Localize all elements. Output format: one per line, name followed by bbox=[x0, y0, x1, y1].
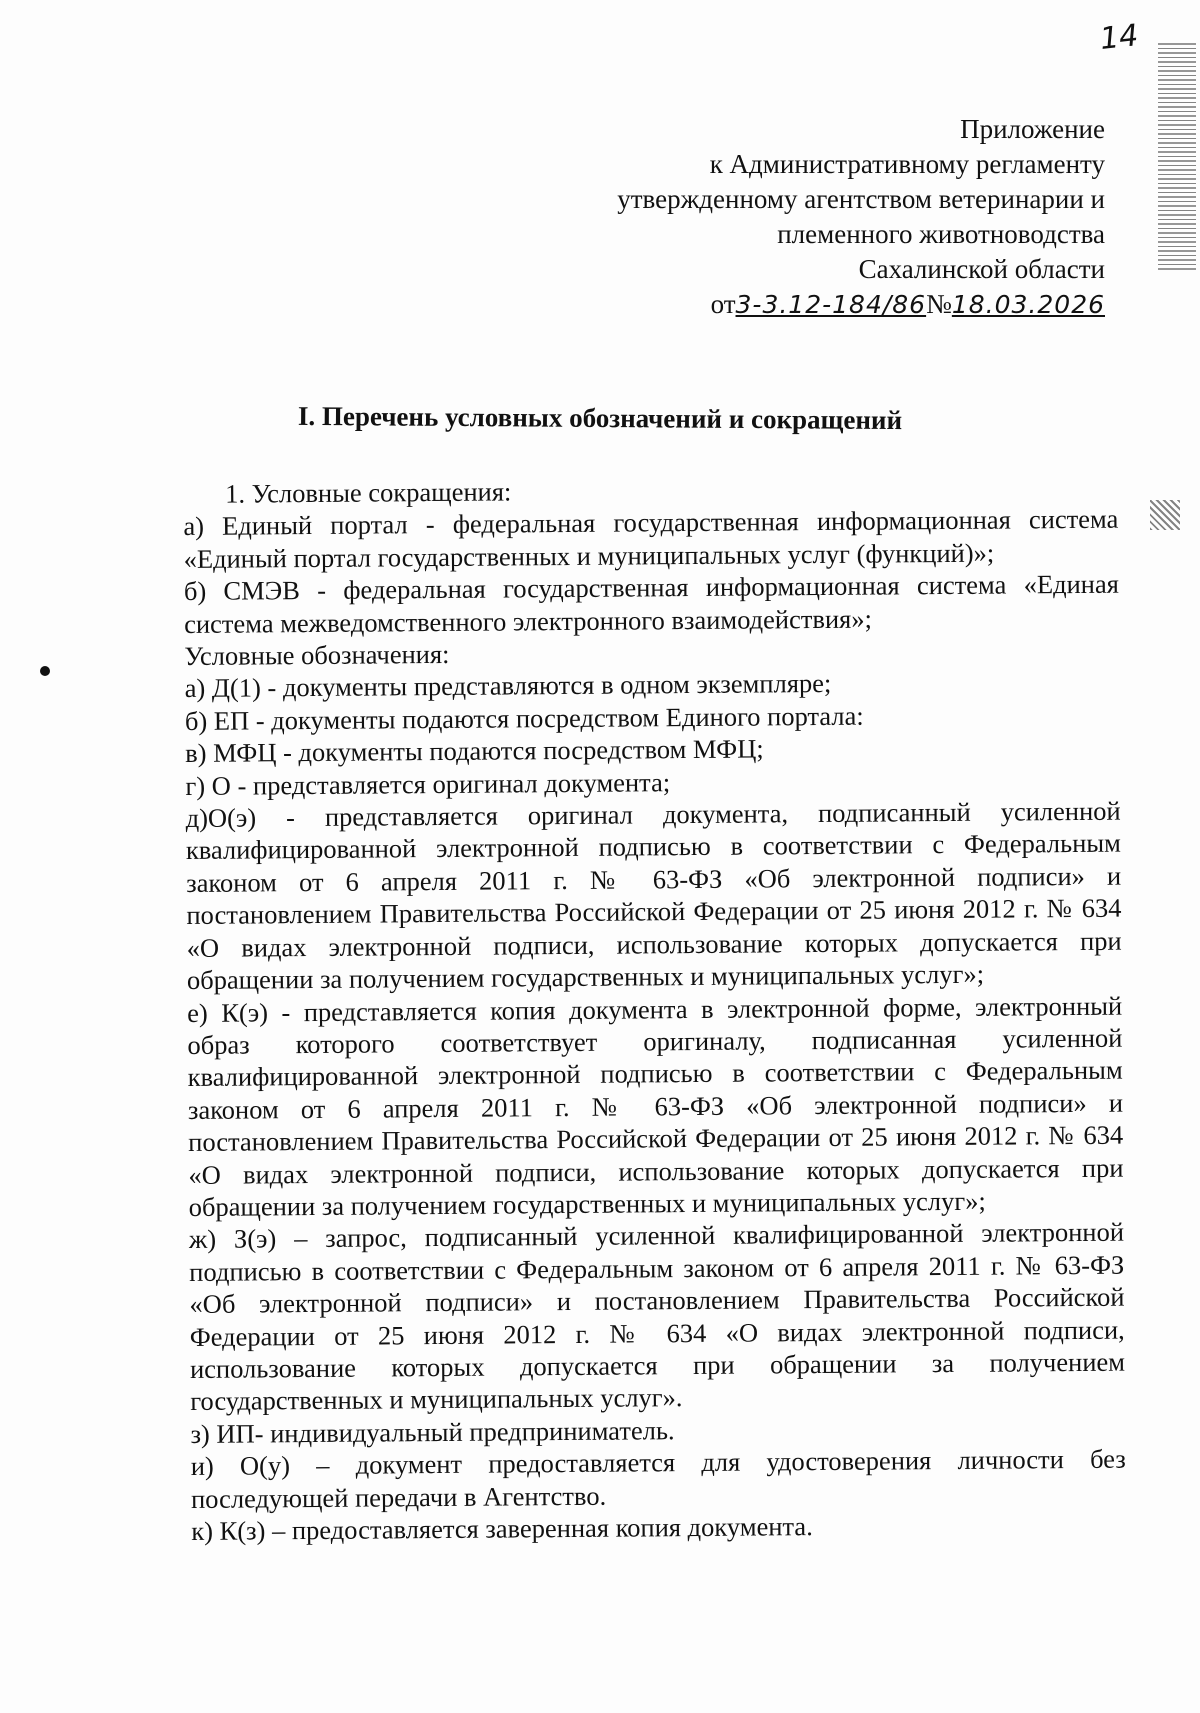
from-prefix: от bbox=[710, 289, 736, 319]
paragraph: а) Единый портал - федеральная государственная информационная система «Единый портал государственных и муниципальных услуг (функций)»; bbox=[183, 504, 1119, 574]
header-line: утвержденному агентством ветеринарии и bbox=[617, 184, 1105, 214]
document-body bbox=[183, 471, 1126, 1548]
header-line: Сахалинской области bbox=[858, 254, 1105, 284]
paragraph: г) О - представляется оригинал документа; bbox=[185, 766, 671, 801]
header-line: племенного животноводства bbox=[777, 219, 1105, 249]
scan-artifact bbox=[1158, 40, 1196, 270]
page-number: 14 bbox=[1098, 18, 1140, 57]
punch-dot bbox=[40, 666, 50, 676]
approval-header bbox=[617, 112, 1105, 322]
paragraph: д)О(э) - представляется оригинал документа, подписанный усиленной квалифицированной электронной подписью в соответствии с Федеральным законом от 6 апреля 2011 г. № 63-ФЗ «Об электронной подписи» и постановлением Правительства Российской Федерации от 25 июня 2012 г. № 634 «О видах электронной подписи, использование которых допускается при обращении за получением государственных и муниципальных услуг»; bbox=[185, 795, 1122, 996]
paragraph: 1. Условные сокращения: bbox=[225, 476, 512, 509]
paragraph: а) Д(1) - документы представляются в одном экземпляре; bbox=[184, 668, 832, 704]
scan-artifact bbox=[1150, 500, 1180, 530]
handwritten-date: 18.03.2026 bbox=[951, 290, 1105, 319]
paragraph: в) МФЦ - документы подаются посредством МФЦ; bbox=[185, 733, 764, 769]
paragraph: к) К(з) – предоставляется заверенная копия документа. bbox=[191, 1511, 813, 1546]
paragraph: е) К(э) - представляется копия документа в электронной форме, электронный образ которого соответствует оригиналу, подписанная усиленной квалифицированной электронной подписью в соответствии с Федеральным законом от 6 апреля 2011 г. № 63-ФЗ «Об электронной подписи» и постановлением Правительства Российской Федерации от 25 июня 2012 г. № 634 «О видах электронной подписи, использование которых допускается при обращении за получением государственных и муниципальных услуг»; bbox=[187, 990, 1124, 1222]
paragraph: и) О(у) – документ предоставляется для удостоверения личности без последующей передачи в Агентство. bbox=[190, 1443, 1126, 1514]
paragraph: Условные обозначения: bbox=[184, 638, 450, 672]
header-line: к Административному регламенту bbox=[709, 149, 1105, 179]
paragraph: з) ИП- индивидуальный предприниматель. bbox=[190, 1414, 675, 1449]
paragraph: б) ЕП - документы подаются посредством Единого портала: bbox=[184, 700, 864, 736]
section-title: I. Перечень условных обозначений и сокращений bbox=[297, 400, 903, 436]
header-line: Приложение bbox=[960, 114, 1105, 144]
handwritten-reg-number: 3-3.12-184/86 bbox=[735, 290, 927, 319]
paragraph: б) СМЭВ - федеральная государственная информационная система «Единая система межведомственного электронного взаимодействия»; bbox=[183, 568, 1119, 639]
paragraph: ж) З(э) – запрос, подписанный усиленной квалифицированной электронной подписью в соответствии с Федеральным законом от 6 апреля 2011 г. № 63-ФЗ «Об электронной подписи» и постановлением Правительства Российской Федерации от 25 июня 2012 г. № 634 «О видах электронной подписи, использование которых допускается при обращении за получением государственных и муниципальных услуг». bbox=[188, 1216, 1126, 1417]
number-sign: № bbox=[926, 289, 952, 319]
registration-line bbox=[617, 287, 1105, 322]
